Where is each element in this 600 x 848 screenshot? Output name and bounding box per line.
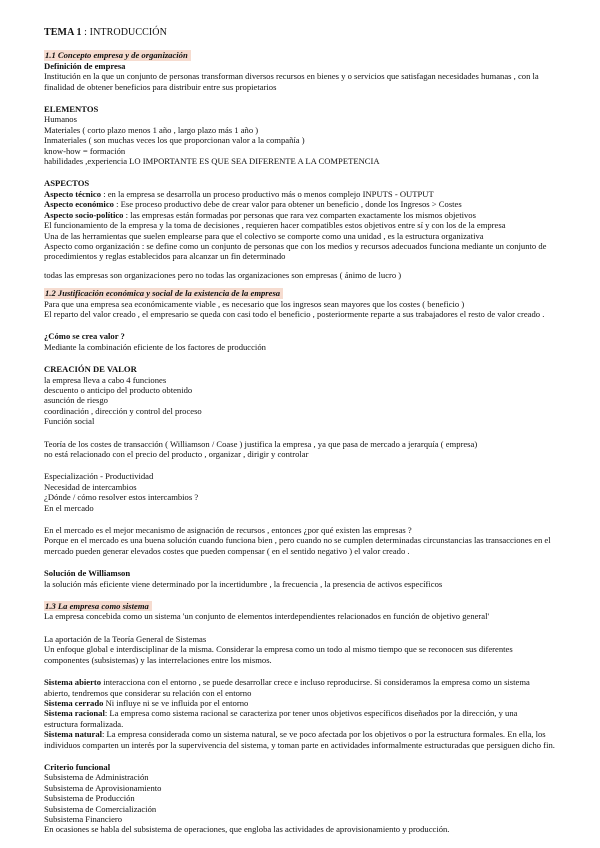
- title-rest: : INTRODUCCIÓN: [81, 27, 167, 38]
- value-creation-item: Función social: [44, 416, 95, 427]
- specialization-item: ¿Dónde / cómo resolver estos intercambios ?: [44, 492, 199, 503]
- definition-line: finalidad de obtener beneficios para distribuir entre sus propietarios: [44, 81, 277, 92]
- rational-system-text: : La empresa como sistema racional se caracteriza por tener unos objetivos específicos diseñados por la dirección, y una: [104, 708, 518, 719]
- williamson-label: Solución de Williamson: [44, 568, 131, 579]
- theory-line: no está relacionado con el precio del producto , organizar , dirigir y controlar: [44, 449, 309, 459]
- functional-criterion-label: Criterio funcional: [44, 761, 111, 772]
- open-system-label: Sistema abierto: [44, 677, 102, 688]
- rational-system-line: estructura formalizada.: [44, 718, 124, 729]
- natural-system: [44, 729, 546, 739]
- subsystem-item: Subsistema de Producción: [44, 793, 135, 804]
- subsystem-item: Subsistema de Comercialización: [44, 803, 157, 814]
- paragraph-line: Para que una empresa sea económicamente viable , es necesario que los ingresos sean mayores que los costes ( beneficio ): [44, 298, 465, 309]
- question-answer: Mediante la combinación eficiente de los factores de producción: [44, 341, 266, 352]
- closed-system-label: Sistema cerrado: [44, 697, 104, 708]
- value-creation-item: descuento o anticipo del producto obtenido: [44, 384, 193, 395]
- subsystem-item: Subsistema de Administración: [44, 772, 149, 783]
- tgs-label: La aportación de la Teoría General de Sistemas: [44, 633, 207, 644]
- value-creation-item: coordinación , dirección y control del proceso: [44, 405, 202, 416]
- paragraph-line: El reparto del valor creado , el empresario se queda con casi todo el beneficio , posteriormente reparte a sus trabajadores el resto de valor creado .: [44, 308, 545, 319]
- specialization-item: Necesidad de intercambios: [44, 481, 137, 492]
- open-system-line: abierto, tendremos que considerar su relación con el entorno: [44, 687, 252, 698]
- section-1-3-heading: 1.3 La empresa como sistema: [44, 601, 152, 611]
- aspect-economic: [44, 199, 462, 209]
- rational-system: [44, 708, 517, 718]
- aspect-economic-text: : Ese proceso productivo debe de crear valor para obtener un beneficio , donde los Ingresos > Costes: [113, 199, 462, 210]
- section-1-2-heading: 1.2 Justificación económica y social de la existencia de la empresa: [44, 288, 283, 298]
- specialization-item: Especialización - Productividad: [44, 471, 154, 482]
- value-creation-item: la empresa lleva a cabo 4 funciones: [44, 374, 167, 385]
- elements-item: Inmateriales ( son muchas veces los que proporcionan valor a la compañía ): [44, 135, 305, 146]
- section-1-1-heading: 1.1 Concepto empresa y de organización: [44, 50, 191, 60]
- aspect-sociopolitical: [44, 210, 476, 220]
- aspect-economic-label: Aspecto económico: [44, 199, 114, 210]
- open-system: [44, 677, 530, 687]
- open-system-text: interacciona con el entorno , se puede desarrollar crece e incluso reproducirse. Si consideramos la empresa como un sistema: [101, 677, 530, 688]
- aspect-sociopolitical-text: : las empresas están formadas por personas que rara vez comparten exactamente los mismos objetivos: [123, 209, 476, 220]
- theory-line: Teoría de los costes de transacción ( Williamson / Coase ) justifica la empresa , ya que pasa de mercado a jerarquía ( empresa): [44, 438, 478, 449]
- page-title: [44, 28, 580, 38]
- market-line: Porque en el mercado es una buena solución cuando funciona bien , pero cuando no se cumplen determinadas circunstancias las transacciones en el: [44, 535, 551, 546]
- closed-system: [44, 698, 248, 708]
- market-line: En el mercado es el mejor mecanismo de asignación de recursos , entonces ¿por qué existen las empresas ?: [44, 525, 412, 536]
- aspect-sociopolitical-label: Aspecto socio-político: [44, 209, 124, 220]
- elements-item: habilidades ,experiencia LO IMPORTANTE ES QUE SEA DIFERENTE A LA COMPETENCIA: [44, 156, 380, 167]
- natural-system-text: : La empresa considerada como un sistema natural, se ve poco afectada por los objetivos o por la estructura formales. En ella, los: [102, 729, 546, 740]
- aspect-technical: [44, 189, 434, 199]
- elements-label: ELEMENTOS: [44, 104, 99, 115]
- definition-label: Definición de empresa: [44, 60, 126, 71]
- natural-system-label: Sistema natural: [44, 729, 103, 740]
- value-creation-label: CREACIÓN DE VALOR: [44, 364, 137, 375]
- aspects-label: ASPECTOS: [44, 178, 90, 189]
- definition-line: Institución en la que un conjunto de personas transforman diversos recursos en bienes y o servicios que satisfagan necesidades humanas , con la: [44, 71, 539, 82]
- rational-system-label: Sistema racional: [44, 708, 105, 719]
- elements-item: Humanos: [44, 114, 77, 125]
- aspects-note: todas las empresas son organizaciones pero no todas las organizaciones son empresas ( ánimo de lucro ): [44, 269, 402, 280]
- specialization-item: En el mercado: [44, 502, 94, 513]
- aspects-line: Una de las herramientas que suelen emplearse para que el colectivo se comporte como una unidad , es la estructura organizativa: [44, 230, 484, 241]
- elements-item: know-how = formación: [44, 145, 126, 156]
- value-creation-item: asunción de riesgo: [44, 395, 108, 406]
- tgs-line: componentes (subsistemas) y las interrelaciones entre los mismos.: [44, 654, 272, 665]
- closing-line: En ocasiones se habla del subsistema de operaciones, que engloba las actividades de aprovisionamiento y producción.: [44, 824, 450, 835]
- natural-system-line: individuos comparten un interés por la supervivencia del sistema, y toman parte en actividades informalmente estructuradas que persiguen dicho fin.: [44, 739, 555, 750]
- aspect-technical-label: Aspecto técnico: [44, 188, 102, 199]
- aspect-technical-text: : en la empresa se desarrolla un proceso productivo más o menos complejo INPUTS - OUTPUT: [101, 188, 434, 199]
- elements-item: Materiales ( corto plazo menos 1 año , largo plazo más 1 año ): [44, 124, 259, 135]
- aspects-line: procedimientos y reglas establecidos para alcanzar un fin determinado: [44, 251, 286, 262]
- aspects-line: Aspecto como organización : se define como un conjunto de personas que con los medios y recursos adecuados funciona mediante un conjunto de: [44, 240, 547, 251]
- subsystem-item: Subsistema Financiero: [44, 813, 123, 824]
- subsystem-item: Subsistema de Aprovisionamiento: [44, 782, 162, 793]
- market-line: mercado pueden generar elevados costes que pueden compensar ( en el sentido negativo ) el valor creado .: [44, 545, 410, 556]
- closed-system-text: Ni influye ni se ve influida por el entorno: [103, 697, 249, 708]
- aspects-line: El funcionamiento de la empresa y la toma de decisiones , requieren hacer compatibles estos objetivos entre sí y con los de la empresa: [44, 220, 506, 231]
- williamson-text: la solución más eficiente viene determinado por la incertidumbre , la frecuencia , la presencia de activos específicos: [44, 578, 443, 589]
- document-content: [44, 28, 580, 835]
- paragraph-line: La empresa concebida como un sistema 'un conjunto de elementos interdependientes relacionados en función de objetivo general': [44, 611, 490, 622]
- title-bold: TEMA 1: [44, 27, 82, 38]
- tgs-line: Un enfoque global e interdisciplinar de la misma. Considerar la empresa como un todo al mismo tiempo que se reconocen sus diferentes: [44, 644, 513, 655]
- question-label: ¿Cómo se crea valor ?: [44, 331, 125, 342]
